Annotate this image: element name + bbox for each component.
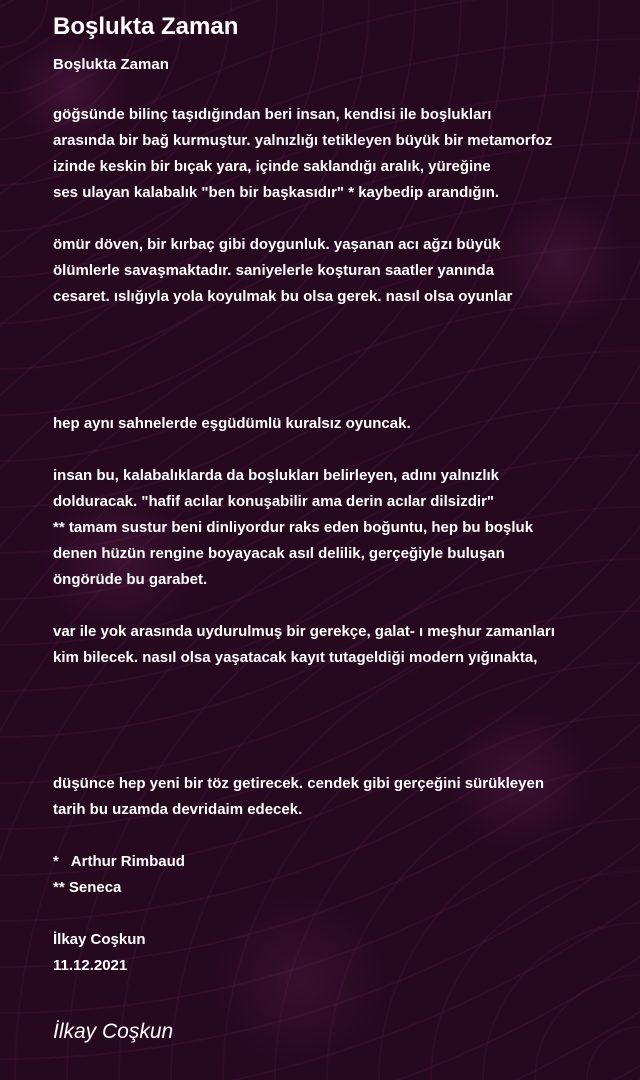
poem-line: insan bu, kalabalıklarda da boşlukları belirleyen, adını yalnızlık: [53, 467, 499, 484]
footnote: * Arthur Rimbaud: [53, 853, 185, 870]
stanza-2: [53, 232, 512, 310]
footnotes: [53, 849, 185, 901]
stanza-5: [53, 619, 555, 671]
author-name: İlkay Coşkun: [53, 931, 146, 948]
poem-line: ** tamam sustur beni dinliyordur raks eden boğuntu, hep bu boşluk: [53, 519, 534, 536]
footnote: ** Seneca: [53, 879, 122, 896]
poem-line: öngörüde bu garabet.: [53, 571, 208, 588]
poem-line: göğsünde bilinç taşıdığından beri insan, kendisi ile boşlukları: [53, 106, 492, 123]
poem-line: denen hüzün rengine boyayacak asıl delilik, gerçeğiyle buluşan: [53, 545, 505, 562]
poem-line: dolduracak. "hafif acılar konuşabilir ama derin acılar dilsizdir": [53, 493, 495, 510]
poem-line: ömür döven, bir kırbaç gibi doygunluk. yaşanan acı ağzı büyük: [53, 236, 501, 253]
poem-date: 11.12.2021: [53, 957, 128, 974]
poem-line: izinde keskin bir bıçak yara, içinde saklandığı aralık, yüreğine: [53, 158, 491, 175]
author-signature: İlkay Coşkun: [53, 1020, 174, 1043]
stanza-1: [53, 102, 552, 206]
poem-title: Boşlukta Zaman: [53, 13, 239, 40]
author-block: [53, 927, 146, 979]
poem-subtitle: Boşlukta Zaman: [53, 56, 169, 73]
poem-line: arasında bir bağ kurmuştur. yalnızlığı tetikleyen büyük bir metamorfoz: [53, 132, 553, 149]
poem-line: ölümlerle savaşmaktadır. saniyelerle koşturan saatler yanında: [53, 262, 495, 279]
poem-line: ses ulayan kalabalık "ben bir başkasıdır" * kaybedip arandığın.: [53, 184, 500, 201]
poem-line: düşünce hep yeni bir töz getirecek. cendek gibi gerçeğini sürükleyen: [53, 775, 544, 792]
poem-line: var ile yok arasında uydurulmuş bir gerekçe, galat- ı meşhur zamanları: [53, 623, 555, 640]
poem-line: cesaret. ıslığıyla yola koyulmak bu olsa gerek. nasıl olsa oyunlar: [53, 288, 513, 305]
stanza-3: [53, 411, 411, 437]
stanza-4: [53, 463, 533, 593]
stanza-6: [53, 771, 544, 823]
poem-line: kim bilecek. nasıl olsa yaşatacak kayıt tutageldiği modern yığınakta,: [53, 649, 538, 666]
poem-line: tarih bu uzamda devridaim edecek.: [53, 801, 303, 818]
poem-line: hep aynı sahnelerde eşgüdümlü kuralsız oyuncak.: [53, 415, 411, 432]
